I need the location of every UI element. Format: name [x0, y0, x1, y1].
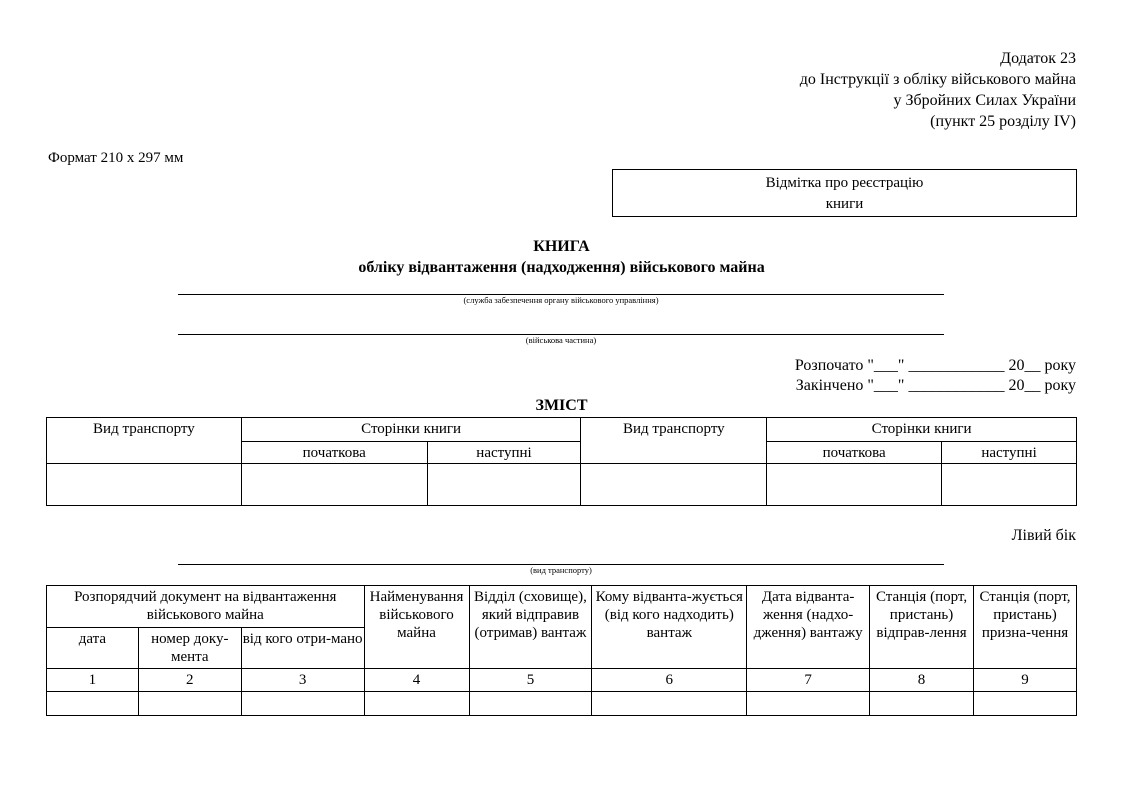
- contents-col-next-2: наступні: [942, 442, 1077, 464]
- title-main: КНИГА: [533, 238, 590, 255]
- col-number-1: 1: [47, 669, 139, 692]
- contents-col-transport-1: Вид транспорту: [47, 418, 242, 464]
- main-col-to-whom: Кому відванта-жується (від кого надходить) вантаж: [592, 586, 747, 669]
- col-number-8: 8: [870, 669, 974, 692]
- col-number-2: 2: [138, 669, 241, 692]
- started-date: Розпочато "___" ____________ 20__ року: [794, 357, 1076, 374]
- format-label: Формат 210 х 297 мм: [48, 150, 184, 166]
- contents-col-pages-1: Сторінки книги: [241, 418, 581, 442]
- col-number-4: 4: [364, 669, 469, 692]
- title-sub: обліку відвантаження (надходження) військового майна: [358, 259, 765, 276]
- main-col-ship-date: Дата відванта-ження (надхо-дження) вантажу: [747, 586, 870, 669]
- main-col-property: Найменування військового майна: [364, 586, 469, 669]
- main-empty-row: [47, 692, 1077, 716]
- appendix-instruction: до Інструкції з обліку військового майна: [799, 71, 1076, 88]
- main-table: [46, 585, 1077, 716]
- main-col-department: Відділ (сховище), який відправив (отримав) вантаж: [469, 586, 592, 669]
- service-caption: (служба забезпечення органу військового управління): [463, 295, 659, 305]
- appendix-clause: (пункт 25 розділу IV): [930, 113, 1076, 130]
- document-title: [0, 236, 1123, 278]
- appendix-header: [800, 48, 1076, 132]
- main-col-doc-number: номер доку-мента: [138, 628, 241, 669]
- finished-date: Закінчено "___" ____________ 20__ року: [795, 377, 1076, 394]
- unit-caption: (військова частина): [525, 335, 597, 345]
- col-number-5: 5: [469, 669, 592, 692]
- dates-block: [795, 356, 1076, 396]
- contents-col-pages-2: Сторінки книги: [767, 418, 1077, 442]
- main-col-station-dest: Станція (порт, пристань) призна-чення: [974, 586, 1077, 669]
- registration-line1: Відмітка про реєстрацію: [765, 175, 924, 191]
- appendix-forces: у Збройних Силах України: [893, 92, 1076, 109]
- contents-col-transport-2: Вид транспорту: [581, 418, 767, 464]
- contents-col-initial-1: початкова: [241, 442, 427, 464]
- main-number-row: [47, 669, 1077, 692]
- registration-box: [612, 169, 1077, 217]
- contents-heading: ЗМІСТ: [535, 397, 588, 414]
- col-number-9: 9: [974, 669, 1077, 692]
- appendix-number: Додаток 23: [1000, 50, 1076, 67]
- contents-empty-row: [47, 464, 1077, 506]
- contents-table: [46, 417, 1077, 506]
- contents-col-initial-2: початкова: [767, 442, 942, 464]
- col-number-7: 7: [747, 669, 870, 692]
- registration-line2: книги: [825, 196, 864, 212]
- col-number-6: 6: [592, 669, 747, 692]
- transport-caption: (вид транспорту): [530, 565, 592, 575]
- side-label: Лівий бік: [1011, 527, 1076, 544]
- main-col-document: Розпорядчий документ на відвантаження військового майна: [47, 586, 365, 628]
- main-col-station-dep: Станція (порт, пристань) відправ-лення: [870, 586, 974, 669]
- col-number-3: 3: [241, 669, 364, 692]
- main-col-from-whom: від кого отри-мано: [241, 628, 364, 669]
- main-col-date: дата: [47, 628, 139, 669]
- contents-col-next-1: наступні: [427, 442, 581, 464]
